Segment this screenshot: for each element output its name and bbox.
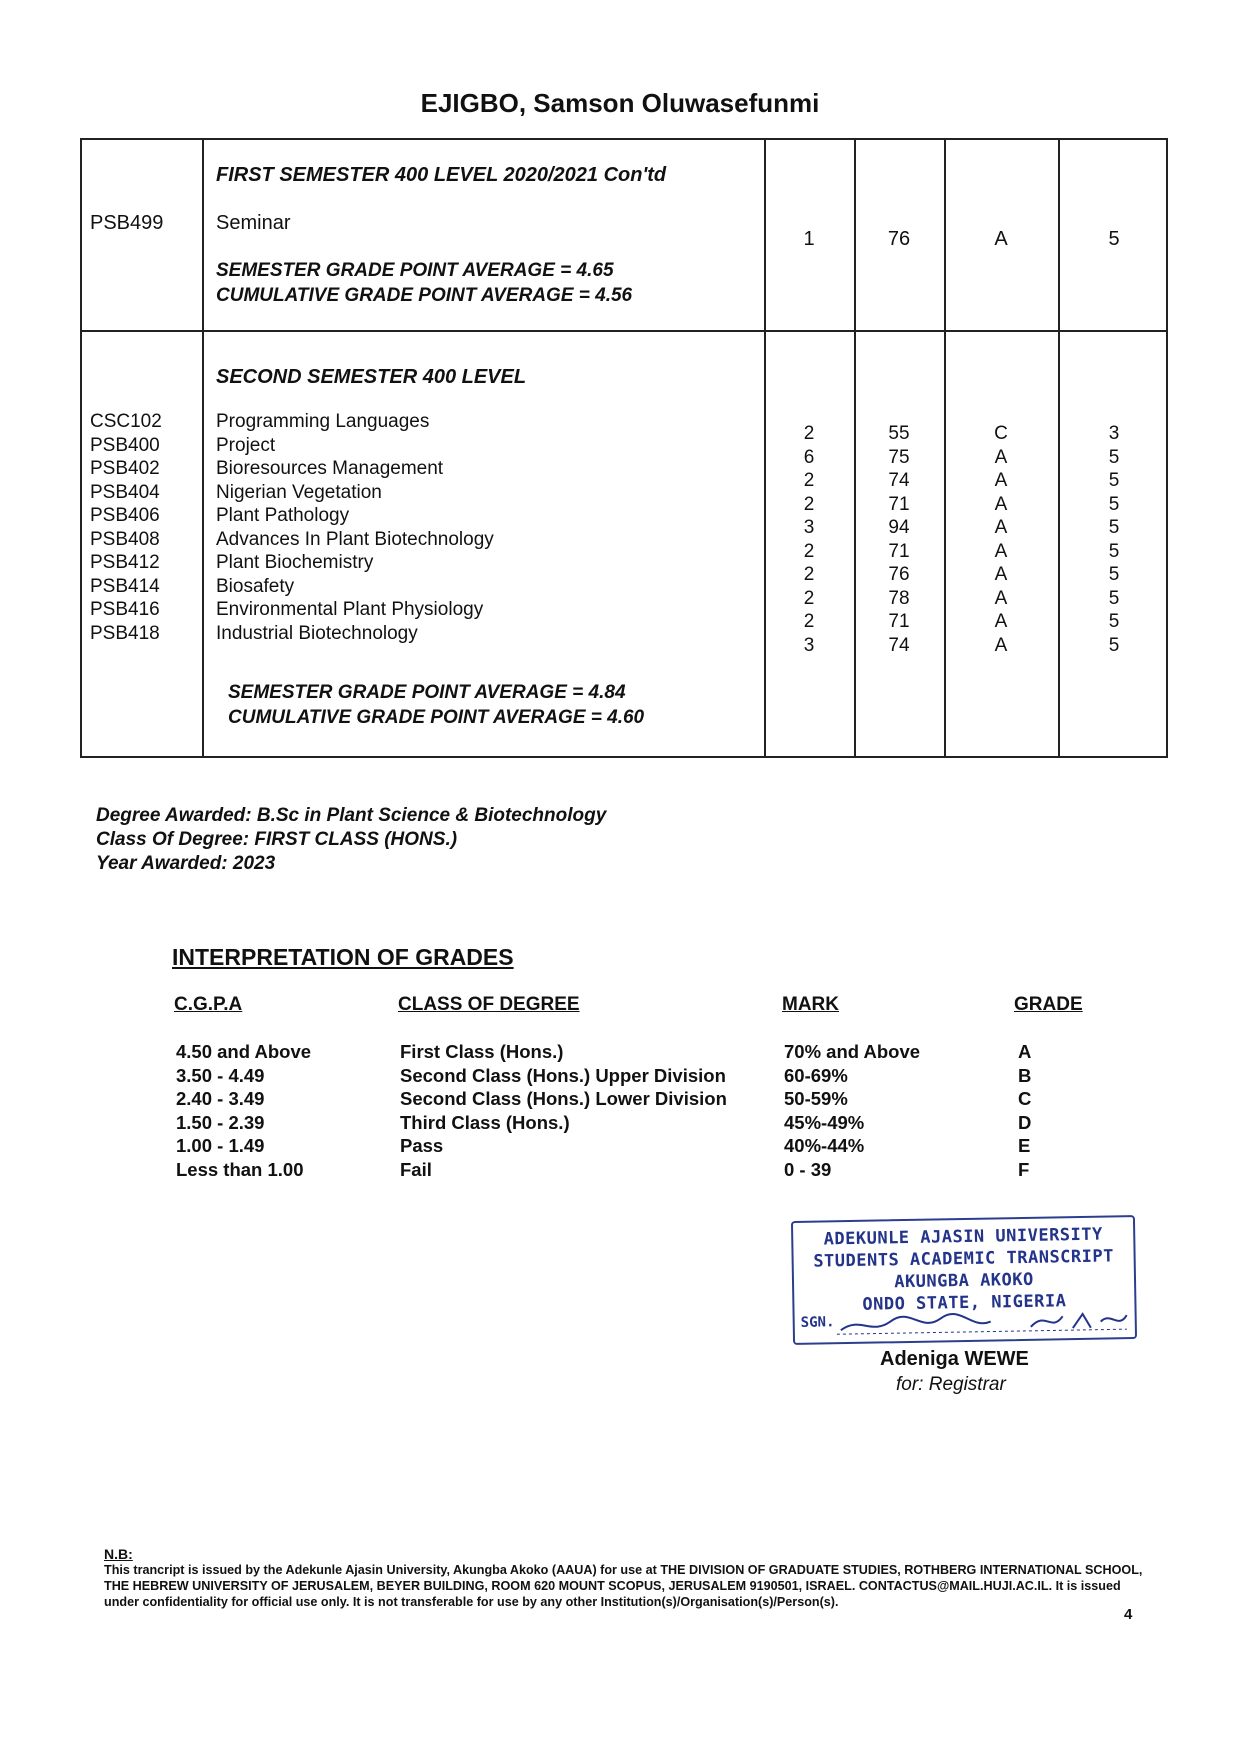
university-stamp (791, 1215, 1137, 1345)
class-names: First Class (Hons.) Second Class (Hons.) Upper Division Second Class (Hons.) Lower Division Third Class (Hons.) Pass Fail (400, 1041, 727, 1180)
signatory-name: Adeniga WEWE (880, 1348, 1029, 1370)
interpretation-title: INTERPRETATION OF GRADES (172, 944, 514, 970)
grade-header: GRADE (1014, 994, 1083, 1015)
second-semester-heading: SECOND SEMESTER 400 LEVEL (216, 366, 527, 388)
stamp-line: AKUNGBA AKOKO (894, 1269, 1034, 1293)
first-semester-sgpa: SEMESTER GRADE POINT AVERAGE = 4.65 (216, 260, 614, 281)
first-semester-cgpa: CUMULATIVE GRADE POINT AVERAGE = 4.56 (216, 285, 633, 306)
course-titles-list: Programming Languages Project Bioresources Management Nigerian Vegetation Plant Pathology Advances In Plant Biotechnology Plant Biochemistry Biosafety Environmental Plant Physiology Industrial Biotechnology (216, 411, 494, 644)
first-semester-heading: FIRST SEMESTER 400 LEVEL 2020/2021 Con'td (216, 164, 667, 186)
course-units-list: 2 6 2 2 3 2 2 2 2 3 (803, 423, 815, 656)
degree-class: Class Of Degree: FIRST CLASS (HONS.) (96, 829, 458, 850)
course-code: PSB499 (90, 212, 164, 234)
course-scores-list: 55 75 74 71 94 71 76 78 71 74 (888, 423, 910, 656)
cgpa-ranges: 4.50 and Above 3.50 - 4.49 2.40 - 3.49 1.50 - 2.39 1.00 - 1.49 Less than 1.00 (176, 1041, 312, 1180)
course-units: 1 (803, 228, 815, 250)
course-grade: A (994, 228, 1008, 250)
note-text: This trancript is issued by the Adekunle Ajasin University, Akungba Akoko (AAUA) for use at THE DIVISION OF GRADUATE STUDIES, ROTHBERG INTERNATIONAL SCHOOL, THE HEBREW UNIVERSITY OF JERUSALEM, BEYER BUILDING, ROOM 620 MOUNT SCOPUS, JERUSALEM 9190501, ISRAEL. CONTACTUS@MAIL.HUJI.AC.IL. It is issued under confidentiality for official use only. It is not transferable for use by any other Institution(s)/Organisation(s)/Person(s). (104, 1563, 1143, 1609)
stamp-line: ONDO STATE, NIGERIA (862, 1291, 1067, 1315)
second-semester-cgpa: CUMULATIVE GRADE POINT AVERAGE = 4.60 (228, 707, 645, 728)
course-score: 76 (887, 228, 911, 250)
signatory-role: for: Registrar (896, 1374, 1006, 1395)
signature-line (801, 1307, 1131, 1339)
column-divider (202, 140, 204, 756)
mark-ranges: 70% and Above 60-69% 50-59% 45%-49% 40%-44% 0 - 39 (784, 1041, 921, 1180)
mark-header: MARK (782, 994, 839, 1015)
course-codes-list: CSC102 PSB400 PSB402 PSB404 PSB406 PSB408 PSB412 PSB414 PSB416 PSB418 (90, 411, 162, 644)
transcript-table (80, 138, 1168, 758)
stamp-line: ADEKUNLE AJASIN UNIVERSITY (823, 1224, 1103, 1250)
degree-awarded: Degree Awarded: B.Sc in Plant Science & Biotechnology (96, 805, 607, 826)
second-semester-sgpa: SEMESTER GRADE POINT AVERAGE = 4.84 (228, 682, 626, 703)
class-header: CLASS OF DEGREE (398, 994, 580, 1015)
stamp-line: STUDENTS ACADEMIC TRANSCRIPT (813, 1246, 1115, 1272)
handwritten-signature (801, 1307, 1131, 1339)
cgpa-header: C.G.P.A (174, 994, 243, 1015)
row-divider (82, 330, 1166, 332)
course-point: 5 (1108, 228, 1120, 250)
course-grades-list: C A A A A A A A A A (994, 423, 1008, 656)
grade-letters: A B C D E F (1018, 1041, 1032, 1180)
degree-year: Year Awarded: 2023 (96, 853, 276, 874)
page-number: 4 (1124, 1606, 1133, 1623)
student-name: EJIGBO, Samson Oluwasefunmi (420, 88, 820, 118)
sign-label: SGN. (800, 1314, 835, 1331)
course-title: Seminar (216, 212, 291, 234)
course-points-list: 3 5 5 5 5 5 5 5 5 5 (1108, 423, 1120, 656)
degree-info (96, 804, 606, 876)
note-label: N.B: (104, 1546, 133, 1562)
